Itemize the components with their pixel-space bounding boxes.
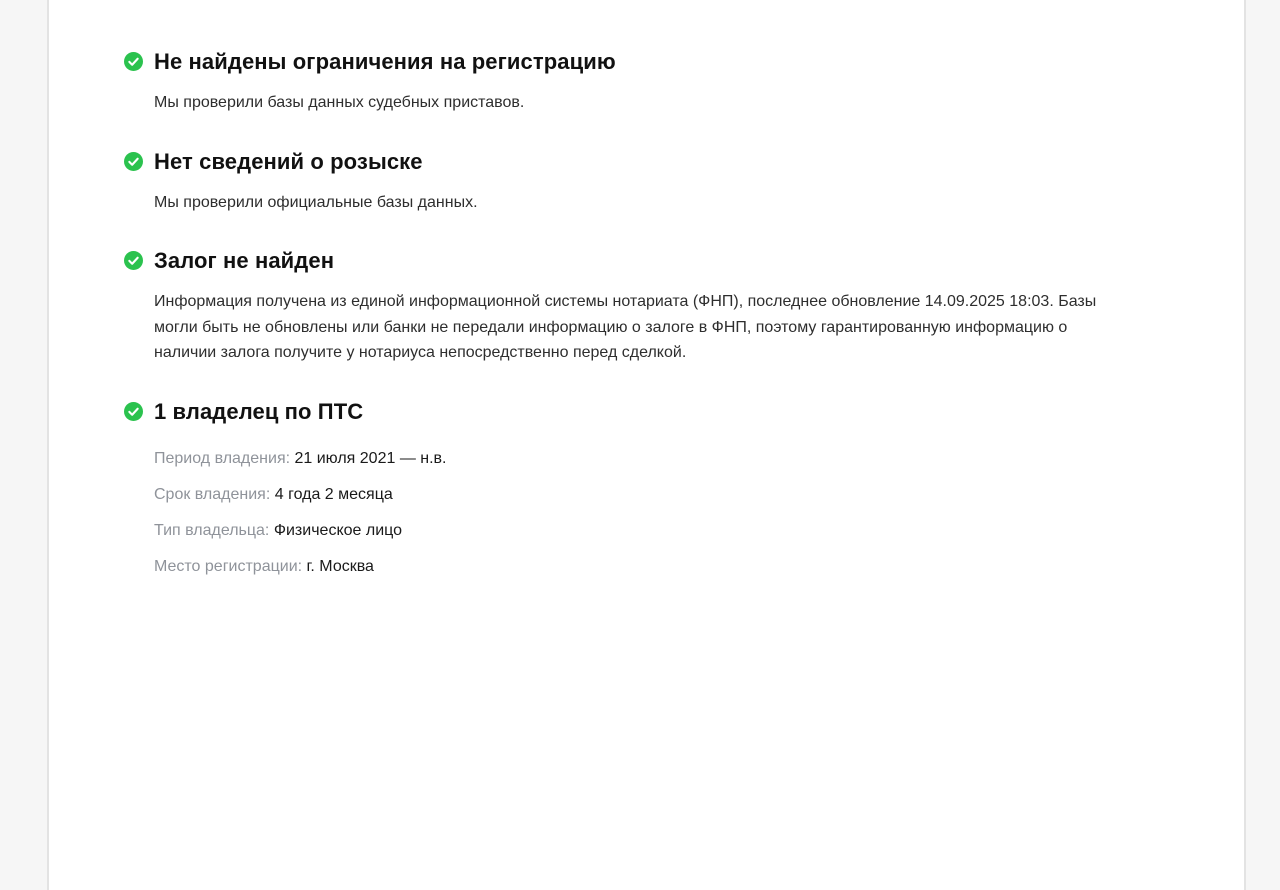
detail-label: Тип владельца: [154, 521, 270, 539]
detail-row-owner-type [154, 522, 1154, 540]
detail-value: Физическое лицо [273, 521, 403, 539]
section-head [124, 150, 1154, 173]
section-title: Нет сведений о розыске [154, 148, 423, 174]
section-title: 1 владелец по ПТС [154, 398, 364, 424]
detail-value: 21 июля 2021 — н.в. [294, 449, 447, 467]
section-head [124, 50, 1154, 73]
check-circle-icon [124, 251, 143, 270]
section-wanted-status [124, 150, 1154, 216]
report-card [47, 0, 1246, 890]
section-registration-restrictions [124, 50, 1154, 116]
section-description: Мы проверили официальные базы данных. [154, 193, 478, 211]
section-description: Информация получена из единой информационной системы нотариата (ФНП), последнее обновление 14.09.2025 18:03. Базы могли быть не обновлены или банки не передали информацию о залоге в ФНП, поэтому гарантированную информацию о наличии залога получите у нотариуса непосредственно перед сделкой. [154, 293, 1097, 361]
check-circle-icon [124, 52, 143, 71]
detail-row-registration-place [154, 558, 1154, 576]
section-title: Залог не найден [154, 248, 335, 273]
check-circle-icon [124, 152, 143, 171]
detail-label: Место регистрации: [154, 557, 303, 575]
section-head [124, 249, 1154, 272]
section-description: Мы проверили базы данных судебных приставов. [154, 94, 525, 111]
detail-label: Период владения: [154, 449, 291, 467]
detail-label: Срок владения: [154, 485, 271, 503]
section-head [124, 400, 1154, 423]
section-owners-pts [124, 400, 1154, 576]
section-title: Не найдены ограничения на регистрацию [154, 49, 616, 74]
detail-row-ownership-period [154, 450, 1154, 468]
check-circle-icon [124, 402, 143, 421]
detail-row-ownership-duration [154, 486, 1154, 504]
detail-value: г. Москва [306, 557, 374, 575]
owner-details [154, 450, 1154, 576]
detail-value: 4 года 2 месяца [274, 485, 393, 503]
section-pledge-check [124, 249, 1154, 366]
